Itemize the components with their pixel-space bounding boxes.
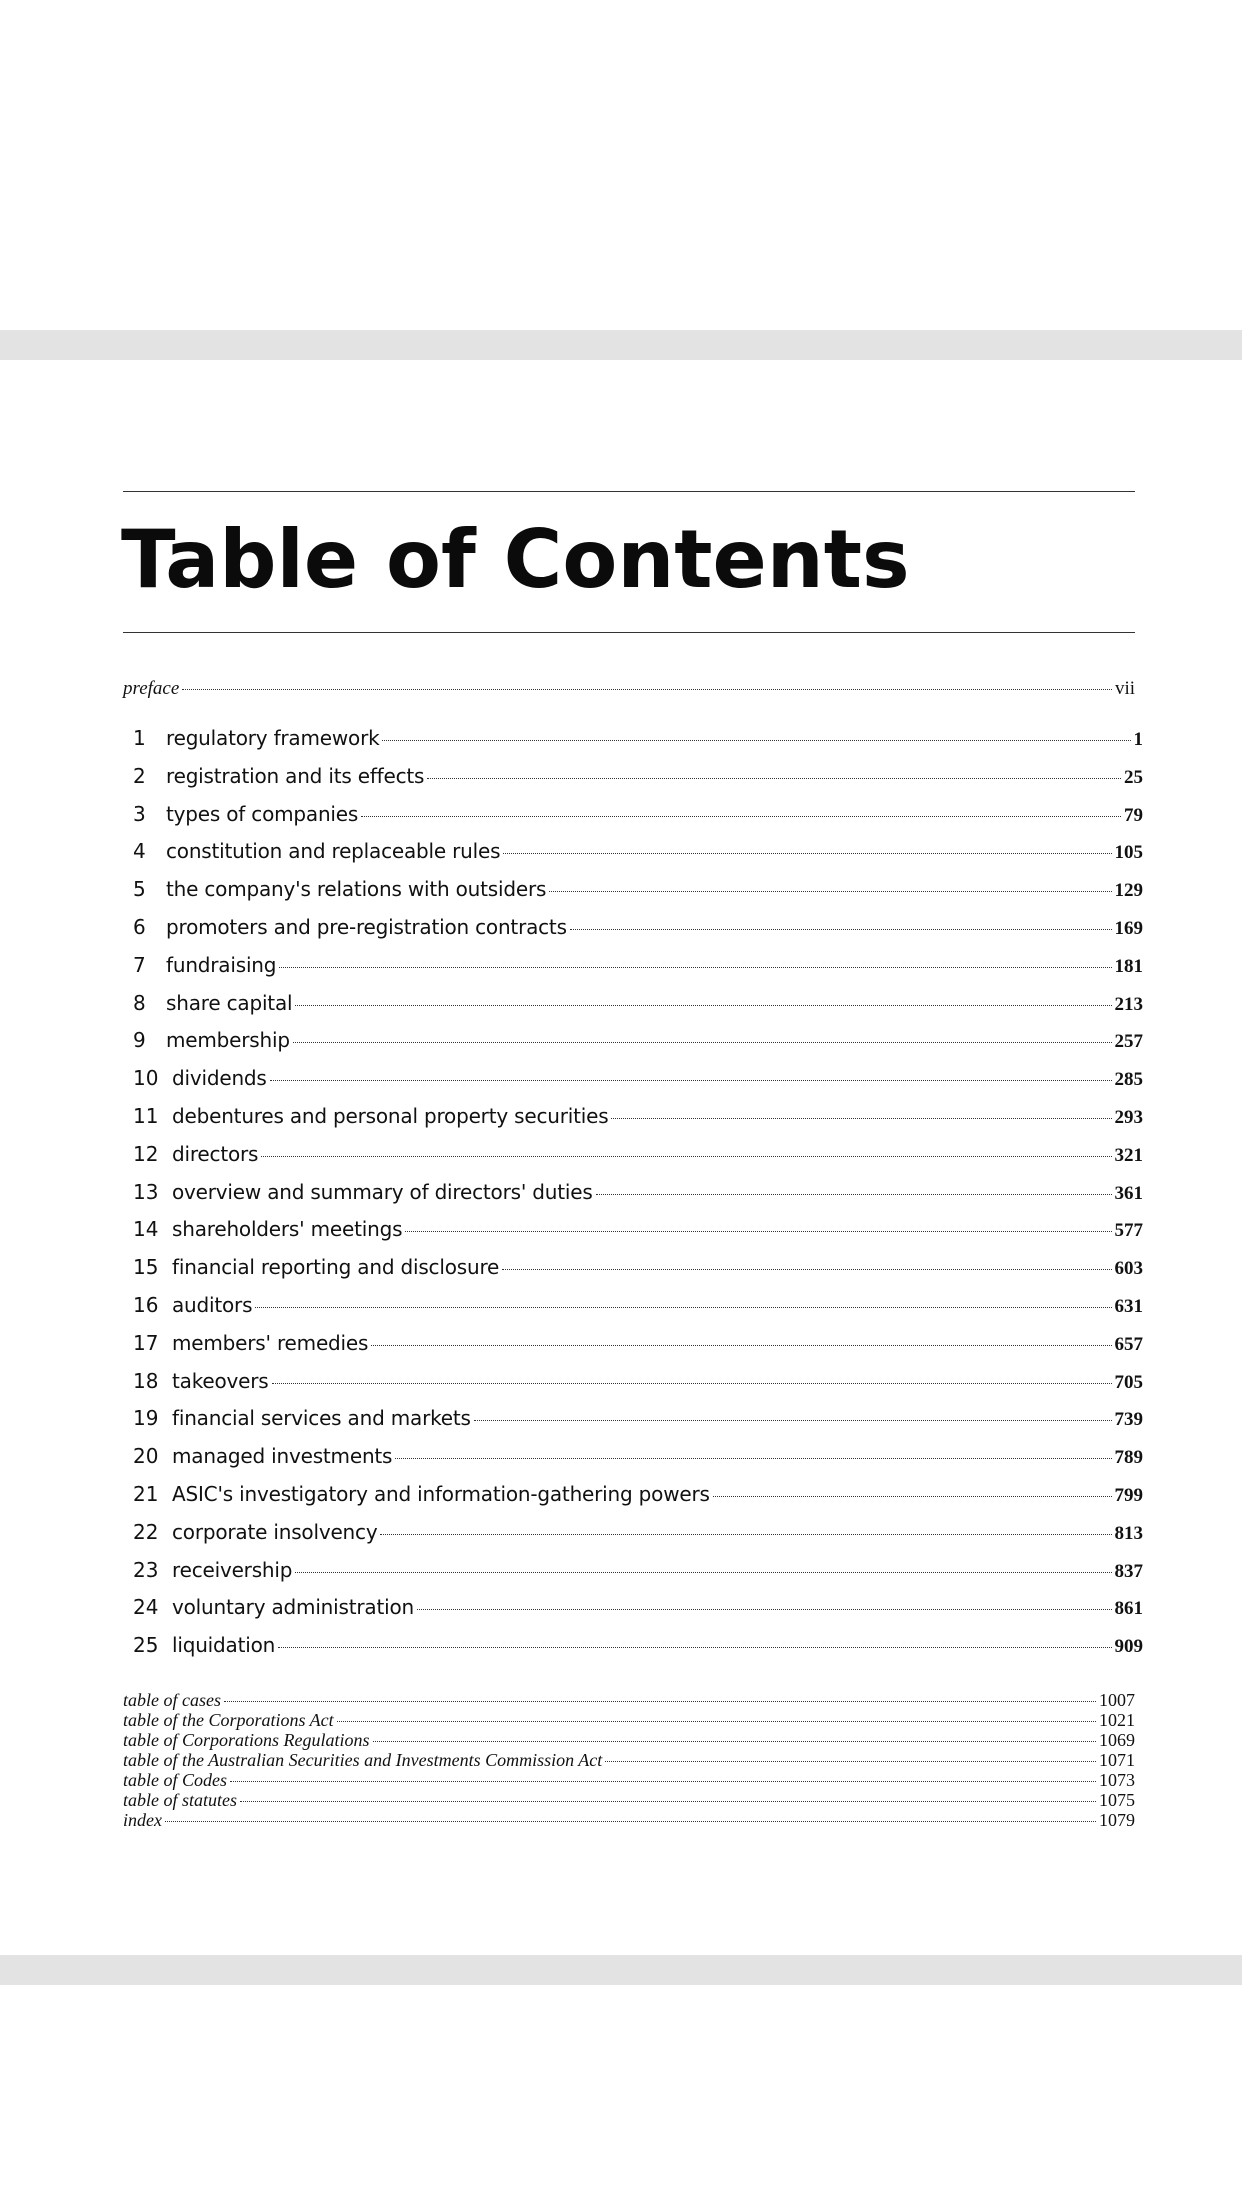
chapter-title: auditors <box>172 1292 253 1317</box>
dot-leader <box>380 1534 1111 1535</box>
chapter-number: 15 <box>133 1255 159 1280</box>
toc-entry-chapter[interactable] <box>133 839 1143 877</box>
dot-leader <box>293 1042 1112 1043</box>
chapter-title: share capital <box>166 990 293 1015</box>
chapter-number: 25 <box>133 1633 159 1658</box>
chapter-number: 3 <box>133 801 146 826</box>
chapter-title: the company's relations with outsiders <box>166 877 547 902</box>
appendix-title: table of Codes <box>123 1770 227 1790</box>
toc-entry-chapter[interactable] <box>133 802 1143 840</box>
chapter-page: 129 <box>1114 880 1143 902</box>
toc-entry-chapter[interactable] <box>133 1331 1143 1369</box>
chapter-number: 11 <box>133 1103 159 1128</box>
dot-leader <box>279 967 1111 968</box>
chapter-number: 10 <box>133 1066 159 1091</box>
chapter-page: 909 <box>1114 1636 1143 1658</box>
chapter-number: 17 <box>133 1330 159 1355</box>
dot-leader <box>502 1269 1111 1270</box>
appendix-page: 1075 <box>1099 1790 1135 1810</box>
toc-entry-chapter[interactable] <box>133 877 1143 915</box>
chapter-number: 14 <box>133 1217 159 1242</box>
chapter-number: 9 <box>133 1028 146 1053</box>
toc-entry-appendix[interactable] <box>123 1710 1135 1730</box>
chapter-page: 181 <box>1114 955 1143 977</box>
dot-leader <box>596 1194 1112 1195</box>
chapter-page: 657 <box>1114 1333 1143 1355</box>
toc-entry-chapter[interactable] <box>133 953 1143 991</box>
chapter-number: 24 <box>133 1595 159 1620</box>
dot-leader <box>270 1080 1112 1081</box>
page-title: Table of Contents <box>121 513 910 606</box>
dot-leader <box>417 1609 1112 1610</box>
chapter-title: corporate insolvency <box>172 1519 378 1544</box>
toc-entry-chapter[interactable] <box>133 1520 1143 1558</box>
dot-leader <box>427 778 1121 779</box>
dot-leader <box>230 1781 1096 1782</box>
toc-entry-chapter[interactable] <box>133 1406 1143 1444</box>
dot-leader <box>295 1005 1111 1006</box>
toc-entry-chapter[interactable] <box>133 1444 1143 1482</box>
chapter-page: 813 <box>1114 1522 1143 1544</box>
appendix-title: table of statutes <box>123 1790 237 1810</box>
chapter-title: membership <box>166 1028 290 1053</box>
toc-entry-chapter[interactable] <box>133 726 1143 764</box>
chapter-page: 293 <box>1114 1106 1143 1128</box>
chapter-title: members' remedies <box>172 1330 369 1355</box>
dot-leader <box>570 929 1112 930</box>
title-rule-bottom <box>123 632 1135 633</box>
toc-entry-appendix[interactable] <box>123 1790 1135 1810</box>
chapter-number: 23 <box>133 1557 159 1582</box>
chapter-title: directors <box>172 1141 259 1166</box>
chapter-title: financial reporting and disclosure <box>172 1255 500 1280</box>
dot-leader <box>361 816 1121 817</box>
dot-leader <box>405 1231 1111 1232</box>
chapter-number: 16 <box>133 1292 159 1317</box>
chapter-page: 837 <box>1114 1560 1143 1582</box>
chapter-title: regulatory framework <box>166 726 380 750</box>
chapter-title: shareholders' meetings <box>172 1217 403 1242</box>
chapter-page: 861 <box>1114 1598 1143 1620</box>
chapter-number: 6 <box>133 914 146 939</box>
chapter-title: overview and summary of directors' duties <box>172 1179 593 1204</box>
chapter-number: 13 <box>133 1179 159 1204</box>
chapter-number: 7 <box>133 952 146 977</box>
chapter-page: 285 <box>1114 1069 1143 1091</box>
appendix-page: 1071 <box>1099 1750 1135 1770</box>
chapter-title: registration and its effects <box>166 763 425 788</box>
toc-entry-appendix[interactable] <box>123 1750 1135 1770</box>
chapter-page: 577 <box>1114 1220 1143 1242</box>
dot-leader <box>382 740 1130 741</box>
dot-leader <box>224 1701 1096 1702</box>
toc-entry-label: preface <box>123 678 180 699</box>
chapter-number: 5 <box>133 877 146 902</box>
toc-entry-chapter[interactable] <box>133 1028 1143 1066</box>
dot-leader <box>182 689 1112 690</box>
dot-leader <box>605 1761 1096 1762</box>
toc-entry-chapter[interactable] <box>133 1217 1143 1255</box>
chapter-number: 20 <box>133 1444 159 1469</box>
appendix-page: 1073 <box>1099 1770 1135 1790</box>
chapter-page: 105 <box>1114 842 1143 864</box>
dot-leader <box>165 1821 1096 1822</box>
toc-entry-appendix[interactable] <box>123 1690 1135 1710</box>
toc-entry-chapter[interactable] <box>133 1595 1143 1633</box>
chapter-page: 705 <box>1114 1371 1143 1393</box>
appendix-page: 1079 <box>1099 1810 1135 1830</box>
chapter-number: 8 <box>133 990 146 1015</box>
chapter-number: 2 <box>133 763 146 788</box>
toc-entry-preface[interactable] <box>123 678 1135 700</box>
chapter-number: 12 <box>133 1141 159 1166</box>
appendix-page: 1069 <box>1099 1730 1135 1750</box>
chapter-page: 169 <box>1114 917 1143 939</box>
chapter-page: 257 <box>1114 1031 1143 1053</box>
dot-leader <box>611 1118 1111 1119</box>
chapter-title: managed investments <box>172 1444 393 1469</box>
chapter-page: 213 <box>1114 993 1143 1015</box>
dot-leader <box>549 891 1111 892</box>
dot-leader <box>272 1383 1112 1384</box>
appendix-title: table of Corporations Regulations <box>123 1730 370 1750</box>
chapter-number: 1 <box>133 726 146 750</box>
dot-leader <box>240 1801 1096 1802</box>
chapter-page: 25 <box>1124 766 1143 788</box>
toc-entry-appendix[interactable] <box>123 1770 1135 1790</box>
toc-entry-page: vii <box>1114 678 1135 699</box>
chapter-page: 361 <box>1114 1182 1143 1204</box>
toc-entry-chapter[interactable] <box>133 1066 1143 1104</box>
toc-entry-chapter[interactable] <box>133 1104 1143 1142</box>
chapter-number: 19 <box>133 1406 159 1431</box>
chapter-title: constitution and replaceable rules <box>166 839 501 864</box>
toc-entry-chapter[interactable] <box>133 1482 1143 1520</box>
appendix-page: 1021 <box>1099 1710 1135 1730</box>
page-gap-top <box>0 330 1242 360</box>
dot-leader <box>261 1156 1111 1157</box>
toc-entry-appendix[interactable] <box>123 1730 1135 1750</box>
chapter-number: 22 <box>133 1519 159 1544</box>
chapter-title: voluntary administration <box>172 1595 414 1620</box>
dot-leader <box>278 1647 1111 1648</box>
chapter-title: financial services and markets <box>172 1406 471 1431</box>
chapter-title: takeovers <box>172 1368 269 1393</box>
toc-entry-chapter[interactable] <box>133 1255 1143 1293</box>
toc-entry-appendix[interactable] <box>123 1810 1135 1830</box>
toc-entry-chapter[interactable] <box>133 764 1143 802</box>
dot-leader <box>713 1496 1112 1497</box>
chapter-page: 739 <box>1114 1409 1143 1431</box>
dot-leader <box>373 1741 1096 1742</box>
dot-leader <box>255 1307 1111 1308</box>
toc-entry-chapter[interactable] <box>133 1369 1143 1407</box>
dot-leader <box>371 1345 1111 1346</box>
chapter-title: fundraising <box>166 952 277 977</box>
chapter-page: 1 <box>1133 729 1143 750</box>
toc-entry-chapter[interactable] <box>133 1142 1143 1180</box>
dot-leader <box>503 853 1111 854</box>
appendix-title: table of the Corporations Act <box>123 1710 334 1730</box>
toc-entry-chapter[interactable] <box>133 991 1143 1029</box>
chapter-page: 603 <box>1114 1258 1143 1280</box>
page-gap-bottom <box>0 1955 1242 1985</box>
dot-leader <box>337 1721 1096 1722</box>
chapter-title: types of companies <box>166 801 359 826</box>
chapter-page: 79 <box>1124 804 1143 826</box>
appendix-list <box>123 1690 1135 1830</box>
appendix-page: 1007 <box>1099 1690 1135 1710</box>
toc-entry-chapter[interactable] <box>133 1633 1143 1671</box>
chapter-page: 789 <box>1114 1447 1143 1469</box>
chapter-page: 631 <box>1114 1295 1143 1317</box>
chapter-number: 21 <box>133 1481 159 1506</box>
toc-entry-chapter[interactable] <box>133 1558 1143 1596</box>
appendix-title: index <box>123 1810 162 1830</box>
chapter-list <box>133 726 1143 1671</box>
toc-entry-chapter[interactable] <box>133 1180 1143 1218</box>
chapter-title: ASIC's investigatory and information-gathering powers <box>172 1481 710 1506</box>
chapter-title: receivership <box>172 1557 293 1582</box>
dot-leader <box>474 1420 1112 1421</box>
toc-entry-chapter[interactable] <box>133 1293 1143 1331</box>
chapter-number: 4 <box>133 839 146 864</box>
chapter-page: 321 <box>1114 1144 1143 1166</box>
dot-leader <box>295 1572 1111 1573</box>
appendix-title: table of cases <box>123 1690 221 1710</box>
toc-entry-chapter[interactable] <box>133 915 1143 953</box>
chapter-title: dividends <box>172 1066 267 1091</box>
dot-leader <box>395 1458 1111 1459</box>
appendix-title: table of the Australian Securities and Investments Commission Act <box>123 1750 603 1770</box>
chapter-number: 18 <box>133 1368 159 1393</box>
chapter-title: debentures and personal property securities <box>172 1103 609 1128</box>
title-rule-top <box>123 491 1135 492</box>
chapter-page: 799 <box>1114 1484 1143 1506</box>
chapter-title: promoters and pre-registration contracts <box>166 914 567 939</box>
chapter-title: liquidation <box>172 1633 276 1658</box>
